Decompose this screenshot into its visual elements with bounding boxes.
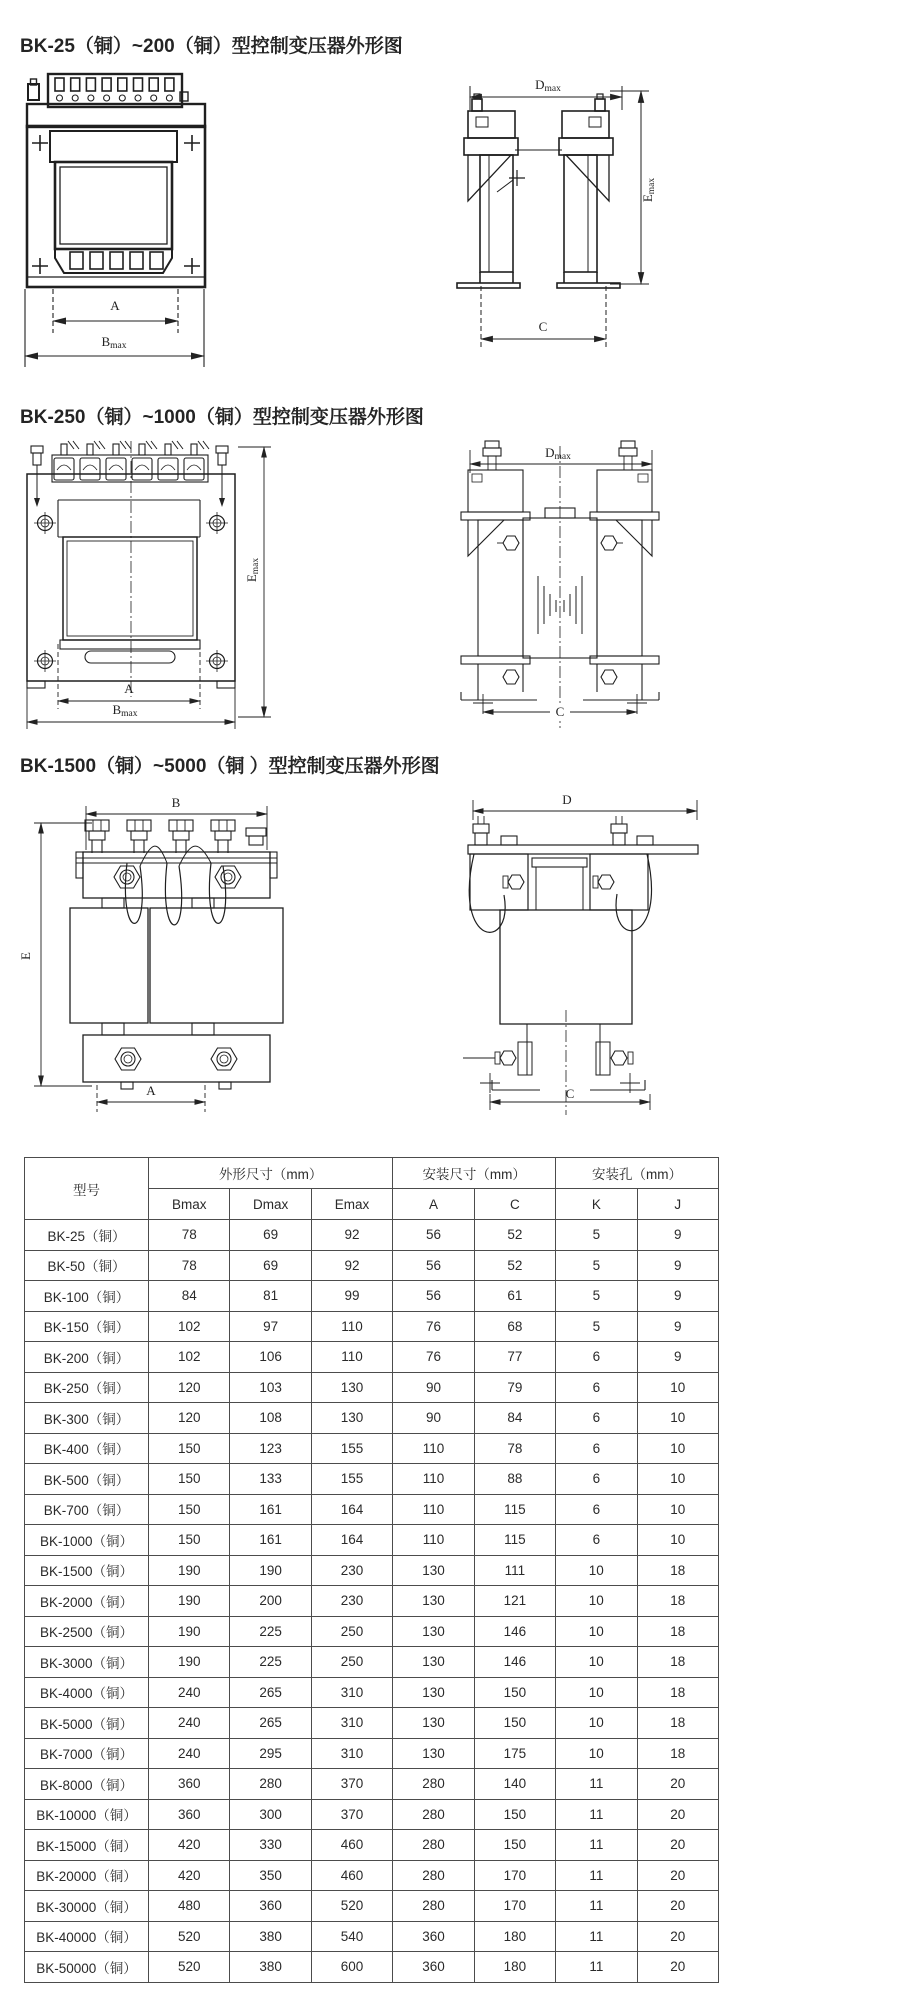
value-cell: 360 [230,1891,311,1922]
value-cell: 161 [230,1494,311,1525]
value-cell: 52 [474,1220,555,1251]
side-dimension-lines [473,800,697,1110]
model-cell: BK-250（铜） [25,1372,149,1403]
value-cell: 11 [556,1921,637,1952]
value-cell: 150 [149,1433,230,1464]
bk1500-front-view-drawing [15,790,305,1120]
value-cell: 110 [393,1464,474,1495]
value-cell: 170 [474,1891,555,1922]
value-cell: 102 [149,1342,230,1373]
value-cell: 164 [311,1494,392,1525]
value-cell: 150 [474,1677,555,1708]
lead-wires [469,854,651,932]
table-row [25,1433,719,1464]
value-cell: 520 [311,1891,392,1922]
table-row [25,1647,719,1678]
dim-label-bmax: Bmax [101,334,127,351]
value-cell: 6 [556,1525,637,1556]
model-cell: BK-15000（铜） [25,1830,149,1861]
value-cell: 110 [393,1525,474,1556]
dim-label-b: B [171,795,181,810]
table-row [25,1738,719,1769]
dim-label-a: A [124,681,134,696]
dim-label-d: D [562,792,572,807]
top-bolts [85,820,266,853]
bk25-front-view-drawing [15,55,250,375]
value-cell: 230 [311,1586,392,1617]
transformer-side-outline [457,94,620,288]
value-cell: 10 [637,1372,718,1403]
value-cell: 10 [556,1738,637,1769]
value-cell: 130 [393,1616,474,1647]
value-cell: 115 [474,1525,555,1556]
value-cell: 280 [393,1891,474,1922]
table-row [25,1464,719,1495]
value-cell: 6 [556,1464,637,1495]
value-cell: 123 [230,1433,311,1464]
value-cell: 10 [637,1433,718,1464]
value-cell: 310 [311,1708,392,1739]
table-row [25,1250,719,1281]
value-cell: 10 [556,1647,637,1678]
value-cell: 600 [311,1952,392,1983]
value-cell: 11 [556,1891,637,1922]
table-row [25,1342,719,1373]
model-cell: BK-50000（铜） [25,1952,149,1983]
model-cell: BK-700（铜） [25,1494,149,1525]
table-row [25,1799,719,1830]
value-cell: 20 [637,1860,718,1891]
value-cell: 18 [637,1708,718,1739]
value-cell: 146 [474,1616,555,1647]
value-cell: 310 [311,1738,392,1769]
dim-label-e: E [18,952,33,960]
value-cell: 106 [230,1342,311,1373]
table-row [25,1921,719,1952]
value-cell: 84 [149,1281,230,1312]
table-row [25,1220,719,1251]
value-cell: 280 [393,1860,474,1891]
value-cell: 150 [149,1464,230,1495]
value-cell: 200 [230,1586,311,1617]
dim-label-emax: Emax [244,557,261,583]
table-row [25,1555,719,1586]
model-cell: BK-2000（铜） [25,1586,149,1617]
table-row [25,1525,719,1556]
value-cell: 111 [474,1555,555,1586]
value-cell: 380 [230,1921,311,1952]
value-cell: 11 [556,1860,637,1891]
value-cell: 11 [556,1769,637,1800]
value-cell: 133 [230,1464,311,1495]
model-cell: BK-1000（铜） [25,1525,149,1556]
value-cell: 240 [149,1708,230,1739]
value-cell: 76 [393,1311,474,1342]
dim-label-c: C [555,704,565,719]
section-title-bk250-1000: BK-250（铜）~1000（铜）型控制变压器外形图 [20,407,424,428]
model-cell: BK-100（铜） [25,1281,149,1312]
value-cell: 10 [637,1494,718,1525]
value-cell: 360 [149,1799,230,1830]
model-cell: BK-3000（铜） [25,1647,149,1678]
value-cell: 10 [556,1616,637,1647]
value-cell: 130 [393,1738,474,1769]
value-cell: 130 [393,1677,474,1708]
value-cell: 130 [393,1708,474,1739]
spec-table-header [25,1158,719,1220]
value-cell: 9 [637,1281,718,1312]
value-cell: 88 [474,1464,555,1495]
transformer-front-outline [27,74,205,287]
value-cell: 69 [230,1220,311,1251]
value-cell: 230 [311,1555,392,1586]
value-cell: 180 [474,1952,555,1983]
top-bolts [473,816,653,845]
value-cell: 18 [637,1738,718,1769]
group-header-outline-size: 外形尺寸（mm） [149,1158,393,1189]
value-cell: 78 [149,1220,230,1251]
model-cell: BK-500（铜） [25,1464,149,1495]
value-cell: 115 [474,1494,555,1525]
value-cell: 81 [230,1281,311,1312]
table-row [25,1830,719,1861]
model-cell: BK-300（铜） [25,1403,149,1434]
dim-label-emax: Emax [640,177,657,203]
value-cell: 61 [474,1281,555,1312]
value-cell: 9 [637,1311,718,1342]
value-cell: 77 [474,1342,555,1373]
value-cell: 190 [149,1586,230,1617]
value-cell: 460 [311,1830,392,1861]
value-cell: 18 [637,1555,718,1586]
value-cell: 161 [230,1525,311,1556]
value-cell: 300 [230,1799,311,1830]
model-cell: BK-5000（铜） [25,1708,149,1739]
value-cell: 78 [149,1250,230,1281]
value-cell: 11 [556,1952,637,1983]
value-cell: 180 [474,1921,555,1952]
value-cell: 330 [230,1830,311,1861]
group-header-mounting-size: 安装尺寸（mm） [393,1158,556,1189]
hex-nuts-bottom [115,1048,237,1070]
bk1500-side-view-drawing [450,790,710,1120]
spec-table-body [25,1220,719,1983]
model-cell: BK-7000（铜） [25,1738,149,1769]
model-cell: BK-400（铜） [25,1433,149,1464]
value-cell: 79 [474,1372,555,1403]
value-cell: 360 [393,1952,474,1983]
col-header-a: A [393,1189,474,1220]
value-cell: 92 [311,1220,392,1251]
value-cell: 250 [311,1647,392,1678]
value-cell: 250 [311,1616,392,1647]
value-cell: 56 [393,1250,474,1281]
value-cell: 18 [637,1647,718,1678]
value-cell: 6 [556,1433,637,1464]
col-header-bmax: Bmax [149,1189,230,1220]
transformer-side-outline [461,441,659,728]
value-cell: 120 [149,1403,230,1434]
value-cell: 110 [311,1311,392,1342]
value-cell: 370 [311,1769,392,1800]
value-cell: 150 [149,1525,230,1556]
transformer-side-outline [463,816,698,1115]
table-row [25,1891,719,1922]
model-cell: BK-30000（铜） [25,1891,149,1922]
model-cell: BK-25（铜） [25,1220,149,1251]
value-cell: 84 [474,1403,555,1434]
value-cell: 5 [556,1311,637,1342]
bk250-front-view-drawing [15,438,300,738]
col-header-emax: Emax [311,1189,392,1220]
value-cell: 6 [556,1494,637,1525]
value-cell: 108 [230,1403,311,1434]
col-header-k: K [556,1189,637,1220]
value-cell: 130 [393,1647,474,1678]
model-cell: BK-40000（铜） [25,1921,149,1952]
value-cell: 10 [637,1403,718,1434]
value-cell: 130 [311,1403,392,1434]
value-cell: 10 [556,1555,637,1586]
hex-nuts-top [114,866,241,888]
value-cell: 265 [230,1677,311,1708]
value-cell: 20 [637,1952,718,1983]
value-cell: 99 [311,1281,392,1312]
value-cell: 11 [556,1830,637,1861]
corner-cross-marks [32,135,200,274]
side-dimension-lines [470,450,652,718]
value-cell: 146 [474,1647,555,1678]
table-row [25,1586,719,1617]
col-header-j: J [637,1189,718,1220]
value-cell: 520 [149,1921,230,1952]
value-cell: 150 [149,1494,230,1525]
value-cell: 9 [637,1342,718,1373]
value-cell: 20 [637,1830,718,1861]
bk25-side-view-drawing [445,55,680,375]
value-cell: 175 [474,1738,555,1769]
value-cell: 150 [474,1799,555,1830]
value-cell: 130 [393,1586,474,1617]
value-cell: 130 [311,1372,392,1403]
value-cell: 97 [230,1311,311,1342]
table-row [25,1311,719,1342]
value-cell: 170 [474,1860,555,1891]
value-cell: 68 [474,1311,555,1342]
value-cell: 295 [230,1738,311,1769]
value-cell: 155 [311,1433,392,1464]
table-row [25,1677,719,1708]
value-cell: 360 [393,1921,474,1952]
model-cell: BK-1500（铜） [25,1555,149,1586]
value-cell: 280 [230,1769,311,1800]
table-row [25,1769,719,1800]
value-cell: 10 [637,1525,718,1556]
value-cell: 380 [230,1952,311,1983]
value-cell: 190 [149,1555,230,1586]
group-header-mounting-hole: 安装孔（mm） [556,1158,719,1189]
value-cell: 370 [311,1799,392,1830]
value-cell: 520 [149,1952,230,1983]
value-cell: 240 [149,1677,230,1708]
value-cell: 240 [149,1738,230,1769]
value-cell: 18 [637,1586,718,1617]
model-cell: BK-50（铜） [25,1250,149,1281]
table-row [25,1708,719,1739]
table-row [25,1281,719,1312]
col-header-dmax: Dmax [230,1189,311,1220]
value-cell: 110 [311,1342,392,1373]
value-cell: 102 [149,1311,230,1342]
value-cell: 280 [393,1799,474,1830]
value-cell: 280 [393,1830,474,1861]
value-cell: 11 [556,1799,637,1830]
model-cell: BK-200（铜） [25,1342,149,1373]
value-cell: 5 [556,1281,637,1312]
dim-label-a: A [146,1083,156,1098]
value-cell: 150 [474,1830,555,1861]
value-cell: 20 [637,1921,718,1952]
dim-label-c: C [565,1086,575,1101]
table-row [25,1403,719,1434]
value-cell: 460 [311,1860,392,1891]
dim-label-dmax: Dmax [535,77,561,94]
dim-label-a: A [110,298,120,313]
value-cell: 6 [556,1372,637,1403]
value-cell: 360 [149,1769,230,1800]
value-cell: 76 [393,1342,474,1373]
value-cell: 56 [393,1220,474,1251]
value-cell: 190 [230,1555,311,1586]
value-cell: 78 [474,1433,555,1464]
table-row [25,1952,719,1983]
value-cell: 150 [474,1708,555,1739]
value-cell: 56 [393,1281,474,1312]
table-row [25,1616,719,1647]
value-cell: 420 [149,1830,230,1861]
col-header-model: 型号 [25,1158,149,1220]
table-row [25,1372,719,1403]
model-cell: BK-2500（铜） [25,1616,149,1647]
value-cell: 5 [556,1220,637,1251]
value-cell: 10 [556,1708,637,1739]
model-cell: BK-20000（铜） [25,1860,149,1891]
section-title-bk1500-5000: BK-1500（铜）~5000（铜 ）型控制变压器外形图 [20,756,440,777]
value-cell: 420 [149,1860,230,1891]
value-cell: 52 [474,1250,555,1281]
value-cell: 9 [637,1220,718,1251]
table-row [25,1860,719,1891]
value-cell: 155 [311,1464,392,1495]
dim-label-c: C [538,319,548,334]
model-cell: BK-150（铜） [25,1311,149,1342]
value-cell: 20 [637,1769,718,1800]
value-cell: 18 [637,1677,718,1708]
value-cell: 9 [637,1250,718,1281]
value-cell: 10 [556,1586,637,1617]
value-cell: 110 [393,1433,474,1464]
value-cell: 10 [637,1464,718,1495]
value-cell: 10 [556,1677,637,1708]
model-cell: BK-8000（铜） [25,1769,149,1800]
value-cell: 140 [474,1769,555,1800]
value-cell: 350 [230,1860,311,1891]
col-header-c: C [474,1189,555,1220]
value-cell: 265 [230,1708,311,1739]
spec-table [24,1157,719,1983]
value-cell: 190 [149,1616,230,1647]
value-cell: 310 [311,1677,392,1708]
value-cell: 121 [474,1586,555,1617]
dim-label-dmax: Dmax [545,445,571,462]
value-cell: 480 [149,1891,230,1922]
value-cell: 225 [230,1647,311,1678]
transformer-front-outline [27,441,235,697]
value-cell: 190 [149,1647,230,1678]
bk250-side-view-drawing [450,438,695,738]
value-cell: 280 [393,1769,474,1800]
value-cell: 130 [393,1555,474,1586]
value-cell: 110 [393,1494,474,1525]
value-cell: 225 [230,1616,311,1647]
value-cell: 90 [393,1372,474,1403]
value-cell: 20 [637,1891,718,1922]
value-cell: 540 [311,1921,392,1952]
value-cell: 20 [637,1799,718,1830]
value-cell: 120 [149,1372,230,1403]
model-cell: BK-4000（铜） [25,1677,149,1708]
value-cell: 103 [230,1372,311,1403]
coil-hatch-marks [538,576,582,634]
side-dimension-lines [470,86,649,347]
value-cell: 5 [556,1250,637,1281]
model-cell: BK-10000（铜） [25,1799,149,1830]
value-cell: 164 [311,1525,392,1556]
section-title-bk25-200: BK-25（铜）~200（铜）型控制变压器外形图 [20,36,403,57]
transformer-front-outline [70,820,283,1089]
value-cell: 6 [556,1403,637,1434]
value-cell: 90 [393,1403,474,1434]
value-cell: 92 [311,1250,392,1281]
value-cell: 18 [637,1616,718,1647]
dim-label-bmax: Bmax [112,702,138,719]
value-cell: 6 [556,1342,637,1373]
value-cell: 69 [230,1250,311,1281]
table-row [25,1494,719,1525]
